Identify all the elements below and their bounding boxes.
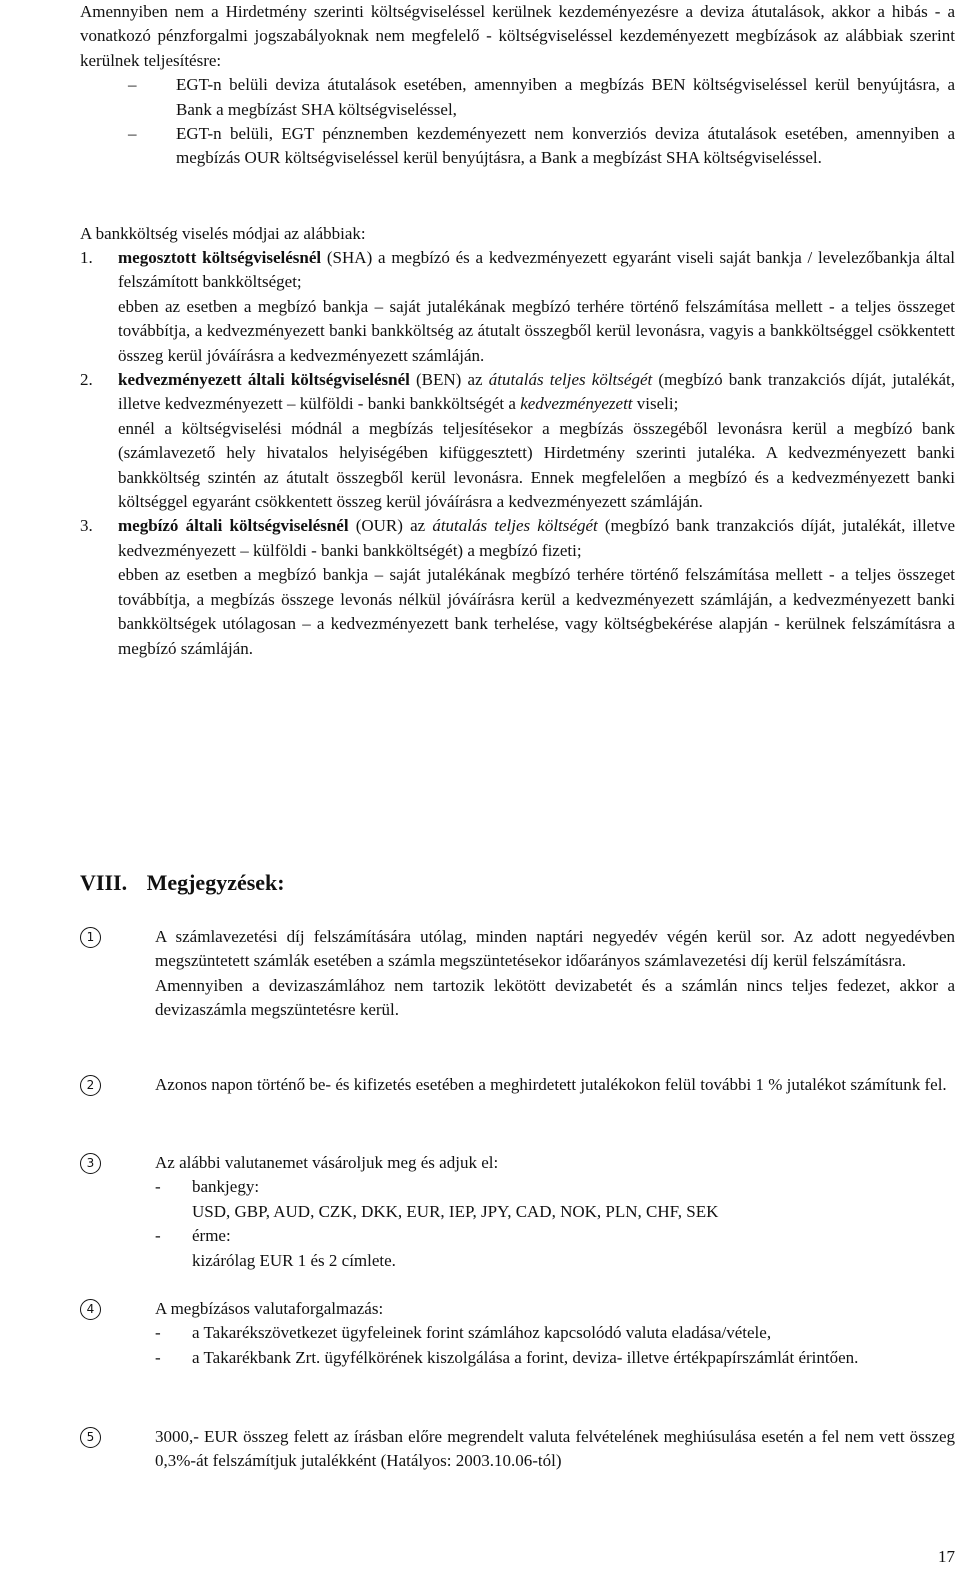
page-number: 17 <box>938 1547 955 1566</box>
item-paragraph: ennél a költségviselési módnál a megbízás teljesítésekor a megbízás összegéből levonásra kerül a megbízó bank (számlavezető hely hivatalos helyiségében kifüggesztett) Hirdetmény szerinti jutaléka. A kedvezményezett banki bankköltség szintén az átutalt összegből kerül levonásra. Ennek megfelelően a megbízó és a kedvezményezett banki költséggel egyaránt csökkentett összeg kerül jóváírásra a kedvezményezett számláján. <box>118 418 955 512</box>
item-paragraph: ebben az esetben a megbízó bankja – saját jutalékának megbízó terhére történő felszámítása mellett - a teljes összeget továbbítja, a megbízás összege levonás nélkül jóváírásra kerül a kedvezményezett számláján, a kedvezményezett banki bankköltségek utólagosan – a kedvezményezett bank terhelése, vagy költségbekérése alapján - kerülnek felszámításra a megbízó számláján. <box>118 565 955 658</box>
cost-mode-item <box>80 246 955 368</box>
note-1 <box>80 925 955 1023</box>
item-number: 1. <box>80 248 93 267</box>
note-intro: Az alábbi valutanemet vásároljuk meg és adjuk el: <box>155 1153 499 1172</box>
currency-values: USD, GBP, AUD, CZK, DKK, EUR, IEP, JPY, CAD, NOK, PLN, CHF, SEK <box>192 1201 719 1221</box>
circled-number-icon: 4 <box>80 1299 101 1320</box>
intro-bullet <box>80 122 955 171</box>
note-3 <box>80 1151 955 1273</box>
note-list-row <box>155 1321 955 1345</box>
currency-values: kizárólag EUR 1 és 2 címlete. <box>192 1250 396 1270</box>
note-body <box>155 925 955 1023</box>
note-paragraph: 3000,- EUR összeg felett az írásban előre megrendelt valuta felvételének meghiúsulása esetén a fel nem vett összeg 0,3%-át felszámítjuk jutalékként (Hatályos: 2003.10.06-tól) <box>155 1427 955 1471</box>
item-number: 3. <box>80 516 93 536</box>
cost-mode-item <box>80 514 955 660</box>
intro-bullet-list <box>80 73 955 171</box>
bullet-dash: – <box>128 75 137 95</box>
note-body <box>155 1425 955 1474</box>
section-number: VIII. <box>80 870 128 895</box>
row-dash: - <box>155 1226 161 1246</box>
note-intro: A megbízásos valutaforgalmazás: <box>155 1299 384 1318</box>
item-italic: kedvezményezett <box>520 394 633 414</box>
item-term: megbízó általi költségviselésnél <box>118 516 349 536</box>
row-text: a Takarékszövetkezet ügyfeleinek forint számlához kapcsolódó valuta eladása/vétele, <box>192 1323 772 1343</box>
item-paragraph <box>118 514 955 563</box>
currency-row <box>155 1224 955 1248</box>
note-body <box>155 1297 955 1370</box>
intro-paragraph: Amennyiben nem a Hirdetmény szerinti költségviseléssel kerülnek kezdeményezésre a deviza átutalások, akkor a hibás - a vonatkozó pénzforgalmi jogszabályoknak nem megfelelő - költségviseléssel kezdeményezett megbízások az alábbiak szerint kerülnek teljesítésre: <box>80 2 955 70</box>
section-heading <box>80 868 285 898</box>
intro-block <box>80 0 955 171</box>
bullet-dash: – <box>128 124 137 144</box>
cost-modes-list <box>80 246 955 661</box>
item-text: (megbízó bank tranzakciós díját, jutalékát, illetve kedvezményezett – külföldi - banki bankköltségét) a megbízó fizeti; <box>118 516 955 560</box>
item-italic: átutalás teljes költségét <box>488 370 653 390</box>
circled-number-icon: 3 <box>80 1153 101 1174</box>
note-list-row <box>155 1346 955 1370</box>
note-2 <box>80 1073 955 1097</box>
item-paragraph: ebben az esetben a megbízó bankja – saját jutalékának megbízó terhére történő felszámítása mellett - a teljes összeget továbbítja, a kedvezményezett banki bankköltség az átutalt összegből kerül levonásra, vagyis a bankköltséggel csökkentett összeg kerül jóváírásra a kedvezményezett számláján. <box>118 296 955 365</box>
section-title: Megjegyzések: <box>146 870 285 895</box>
item-term: kedvezményezett általi költségviselésnél <box>118 370 410 390</box>
note-4 <box>80 1297 955 1370</box>
bullet-text: EGT-n belüli deviza átutalások esetében, amennyiben a megbízás BEN költségviseléssel kerül benyújtásra, a Bank a megbízást SHA költségviseléssel, <box>176 75 955 119</box>
note-body <box>155 1151 955 1273</box>
cost-mode-item <box>80 368 955 514</box>
circled-number-icon: 5 <box>80 1427 101 1448</box>
row-dash: - <box>155 1347 161 1367</box>
currency-row <box>155 1175 955 1199</box>
note-5 <box>80 1425 955 1474</box>
circled-number-icon: 1 <box>80 927 101 948</box>
row-label: érme: <box>192 1226 231 1246</box>
cost-modes-heading: A bankköltség viselés módjai az alábbiak: <box>80 224 366 243</box>
item-term: megosztott költségviselésnél <box>118 248 322 267</box>
row-text: a Takarékbank Zrt. ügyfélkörének kiszolgálása a forint, deviza- illetve értékpapírszámlát érintően. <box>192 1347 859 1367</box>
circled-number-icon: 2 <box>80 1075 101 1096</box>
item-text: (megbízó bank tranzakciós díját, jutalékát, illetve kedvezményezett – külföldi - banki bankköltségét a <box>118 370 955 414</box>
bullet-text: EGT-n belüli, EGT pénznemben kezdeményezett nem konverziós deviza átutalások esetében, amennyiben a megbízás OUR költségviseléssel kerül benyújtásra, a Bank a megbízást SHA költségviseléssel. <box>176 124 955 168</box>
note-body <box>155 1073 955 1097</box>
item-italic: átutalás teljes költségét <box>432 516 598 536</box>
item-paragraph <box>118 368 955 417</box>
item-paragraph <box>118 246 955 295</box>
item-text: (BEN) az <box>409 370 489 390</box>
note-paragraph: A számlavezetési díj felszámítására utólag, minden naptári negyedév végén kerül sor. Az adott negyedévben megszüntetett számlák esetében a számla megszüntetésekor időarányos számlavezetési díj kerül felszámításra. <box>155 927 955 971</box>
item-text: viseli; <box>632 394 679 414</box>
item-number: 2. <box>80 370 93 390</box>
note-paragraph: Azonos napon történő be- és kifizetés esetében a meghirdetett jutalékokon felül további 1 % jutalékot számítunk fel. <box>155 1075 947 1094</box>
item-text: (SHA) a megbízó és a kedvezményezett egyaránt viseli saját bankja / levelezőbankja által felszámított bankköltséget; <box>118 248 956 292</box>
note-paragraph: Amennyiben a devizaszámlához nem tartozik lekötött devizabetét és a számlán nincs teljes fedezet, akkor a devizaszámla megszüntetésre kerül. <box>155 975 955 1020</box>
row-dash: - <box>155 1177 161 1197</box>
intro-bullet <box>80 73 955 122</box>
row-label: bankjegy: <box>192 1177 260 1197</box>
item-text: (OUR) az <box>348 516 433 536</box>
row-dash: - <box>155 1323 161 1343</box>
